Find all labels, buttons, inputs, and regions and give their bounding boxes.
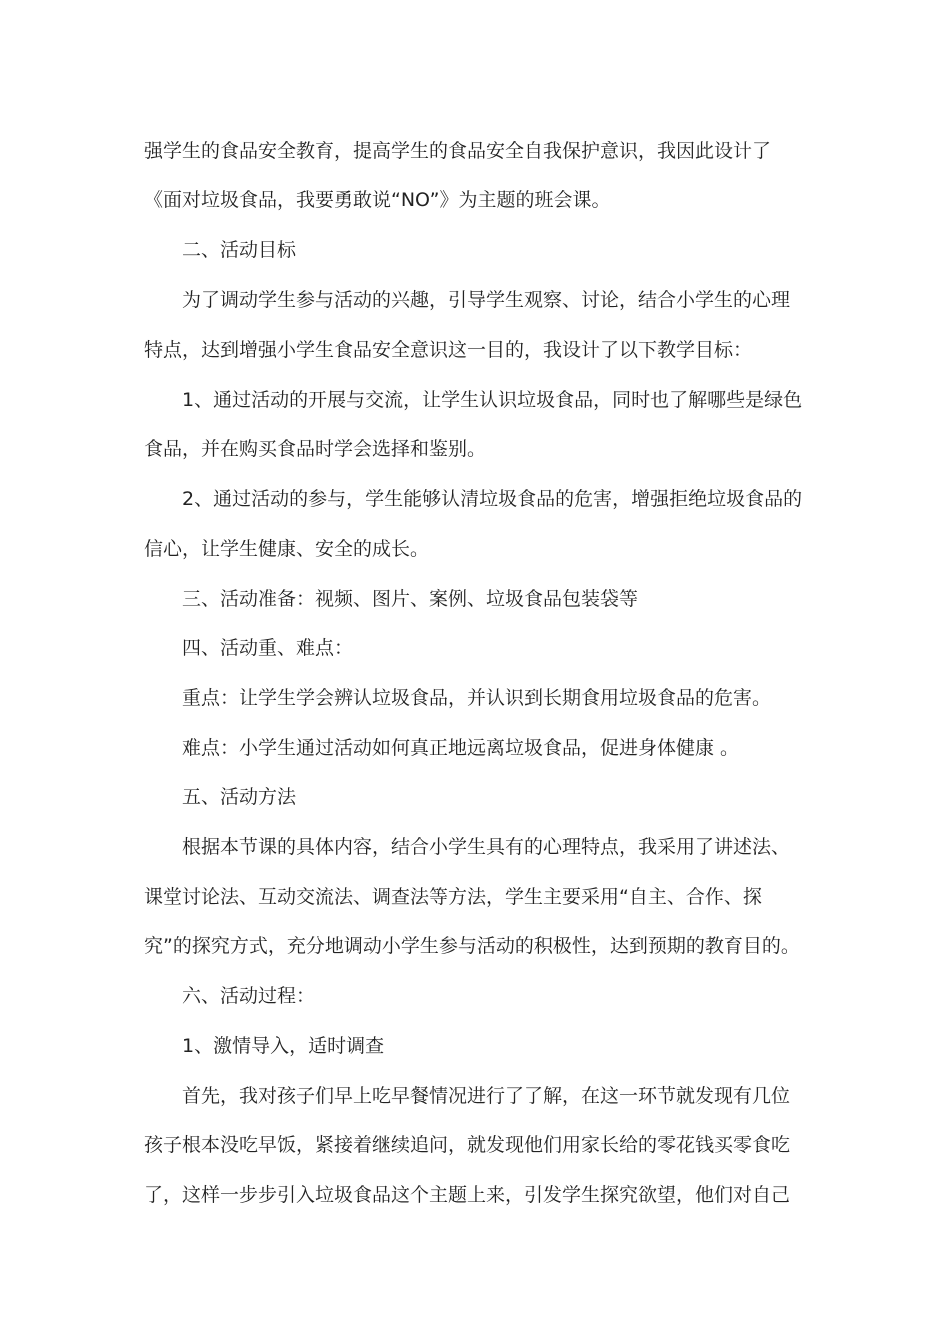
text-line: 强学生的食品安全教育，提高学生的食品安全自我保护意识，我因此设计了 xyxy=(144,140,772,162)
text-line: 难点：小学生通过活动如何真正地远离垃圾食品，促进身体健康 。 xyxy=(182,737,740,759)
section-heading: 六、活动过程： xyxy=(182,985,316,1007)
list-item: 1、通过活动的开展与交流，让学生认识垃圾食品，同时也了解哪些是绿色 xyxy=(182,389,803,411)
text-line: 重点：让学生学会辨认垃圾食品，并认识到长期食用垃圾食品的危害。 xyxy=(182,687,772,709)
text-line: 《面对垃圾食品，我要勇敢说“NO”》为主题的班会课。 xyxy=(144,189,611,211)
section-heading: 三、活动准备：视频、图片、案例、垃圾食品包装袋等 xyxy=(182,588,639,610)
text-line: 根据本节课的具体内容，结合小学生具有的心理特点，我采用了讲述法、 xyxy=(182,836,791,858)
subsection-heading: 1、激情导入，适时调查 xyxy=(182,1035,385,1057)
text-line: 特点，达到增强小学生食品安全意识这一目的，我设计了以下教学目标： xyxy=(144,339,753,361)
text-line: 究”的探究方式，充分地调动小学生参与活动的积极性，达到预期的教育目的。 xyxy=(144,935,800,957)
section-heading: 四、活动重、难点： xyxy=(182,637,354,659)
text-line: 信心，让学生健康、安全的成长。 xyxy=(144,538,430,560)
text-line: 为了调动学生参与活动的兴趣，引导学生观察、讨论，结合小学生的心理 xyxy=(182,289,791,311)
text-line: 孩子根本没吃早饭，紧接着继续追问，就发现他们用家长给的零花钱买零食吃 xyxy=(144,1134,791,1156)
text-line: 课堂讨论法、互动交流法、调查法等方法，学生主要采用“自主、合作、探 xyxy=(144,886,762,908)
text-line: 了，这样一步步引入垃圾食品这个主题上来，引发学生探究欲望，他们对自己 xyxy=(144,1184,791,1206)
section-heading: 五、活动方法 xyxy=(182,786,297,808)
section-heading: 二、活动目标 xyxy=(182,239,297,261)
list-item: 2、通过活动的参与，学生能够认清垃圾食品的危害，增强拒绝垃圾食品的 xyxy=(182,488,803,510)
text-line: 食品，并在购买食品时学会选择和鉴别。 xyxy=(144,438,487,460)
text-line: 首先，我对孩子们早上吃早餐情况进行了了解，在这一环节就发现有几位 xyxy=(182,1085,791,1107)
